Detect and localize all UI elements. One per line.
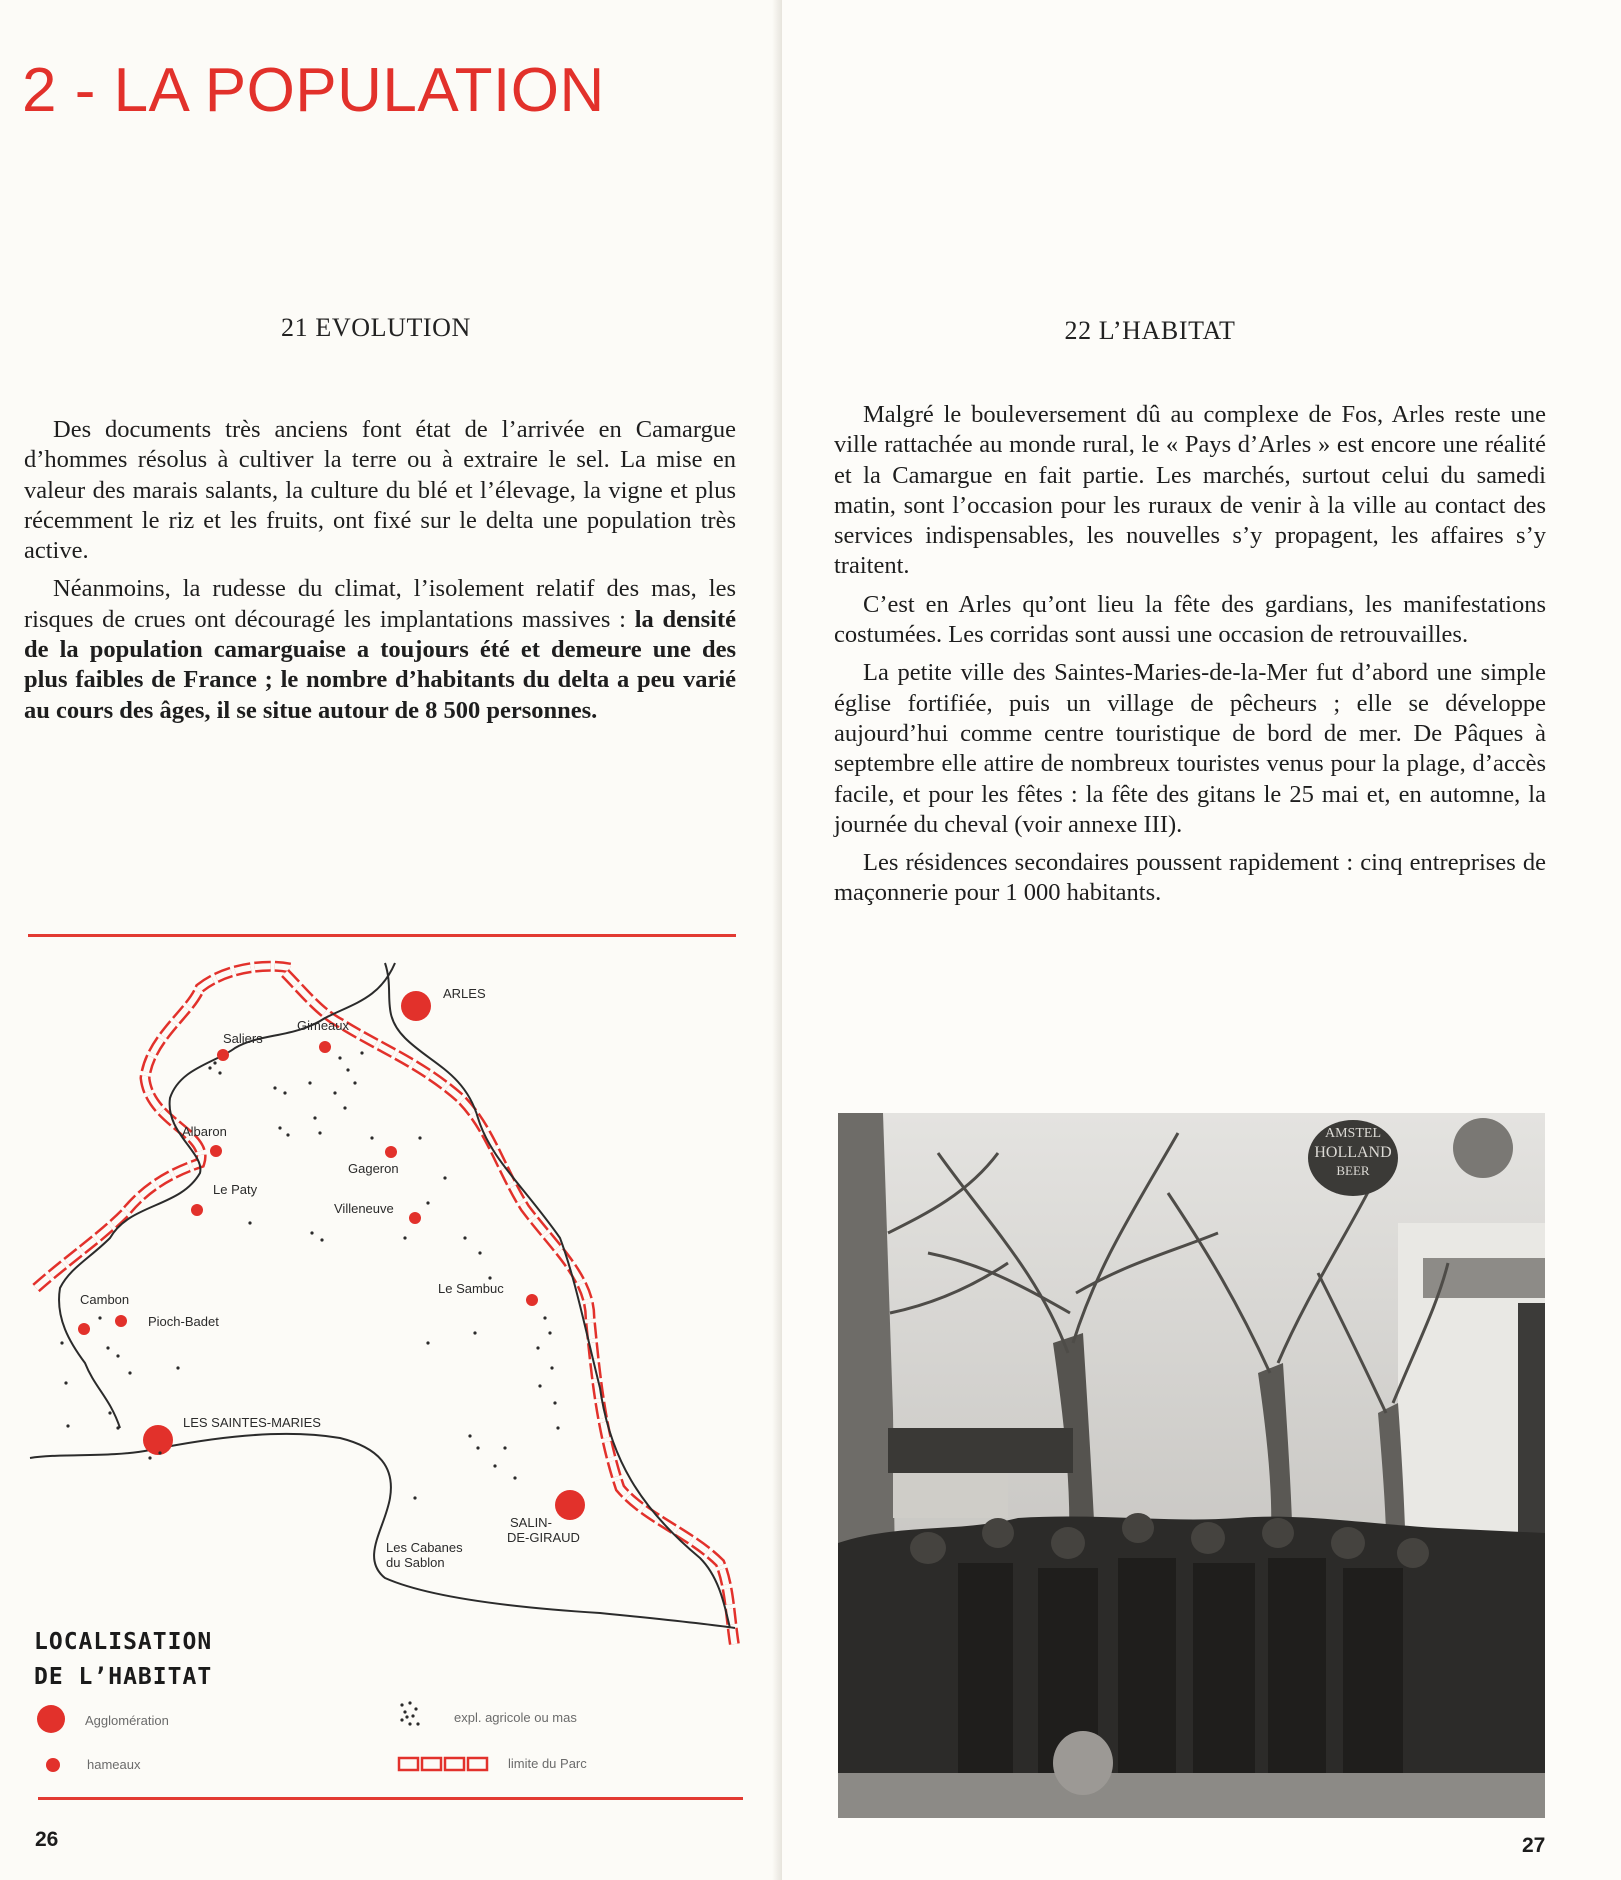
label-le-paty: Le Paty	[213, 1182, 258, 1197]
salin-marker	[555, 1490, 585, 1520]
photo-sign-line-2: HOLLAND	[1314, 1144, 1392, 1161]
legend-agglomeration-icon	[37, 1705, 65, 1733]
photo-sign-line-3: BEER	[1336, 1163, 1370, 1178]
label-pioch-badet: Pioch-Badet	[148, 1314, 219, 1329]
villeneuve-marker	[409, 1212, 421, 1224]
gageron-marker	[385, 1146, 397, 1158]
legend-limite-label: limite du Parc	[508, 1756, 587, 1771]
saliers-marker	[217, 1049, 229, 1061]
pioch-badet-marker	[115, 1315, 127, 1327]
arles-marker	[401, 991, 431, 1021]
evolution-paragraph-2	[24, 574, 736, 725]
label-salin-2: DE-GIRAUD	[507, 1530, 580, 1545]
map-top-rule	[28, 934, 736, 937]
mas-dots	[60, 1051, 559, 1499]
legend-mas-icon	[396, 1700, 424, 1730]
legend-agglomeration-label: Agglomération	[85, 1713, 169, 1728]
park-boundary-east	[285, 973, 735, 1648]
section-title-evolution: 21 EVOLUTION	[281, 313, 471, 342]
gimeaux-marker	[319, 1041, 331, 1053]
habitat-paragraph-1: Malgré le bouleversement dû au complexe de Fos, Arles reste une ville rattachée au monde rural, le « Pays d’Arles » est encore une réalité et la Camargue en fait partie. Les marchés, surtout celui du samedi matin, sont l’occasion pour les ruraux de venir à la ville au contact des services indispensables, les nouvelles s’y propagent, les affaires s’y traitent.	[834, 401, 1546, 580]
albaron-marker	[210, 1145, 222, 1157]
habitat-paragraph-2: C’est en Arles qu’ont lieu la fête des gardians, les manifestations costumées. Les corridas sont aussi une occasion de retrouvailles.	[834, 590, 1546, 649]
park-boundary	[36, 966, 290, 1288]
label-le-sambuc: Le Sambuc	[438, 1281, 504, 1296]
label-albaron: Albaron	[182, 1124, 227, 1139]
legend-title-line-2: DE L’HABITAT	[34, 1664, 213, 1690]
coastline	[30, 1434, 735, 1628]
label-cambon: Cambon	[80, 1292, 130, 1307]
label-salin-1: SALIN-	[510, 1515, 552, 1530]
legend-title-line-1: LOCALISATION	[34, 1629, 213, 1655]
evolution-text	[24, 415, 736, 734]
grand-rhone	[385, 963, 730, 1628]
habitat-paragraph-3: La petite ville des Saintes-Maries-de-la-Mer fut d’abord une simple église fortifiée, puis un village de pêcheurs ; elle se développe aujourd’hui comme centre touristique de bord de mer. De Pâques à septembre elle attire de nombreux touristes venus pour la plage, d’accès facile, et pour les fêtes : la fête des gitans le 25 mai et, en automne, la journée du cheval (voir annexe III).	[834, 659, 1546, 838]
le-paty-marker	[191, 1204, 203, 1216]
evolution-paragraph-1: Des documents très anciens font état de l’arrivée en Camargue d’hommes résolus à cultiver la terre ou à extraire le sel. La mise en valeur des marais salants, la culture du blé et l’élevage, la vigne et plus récemment le riz et les fruits, ont fixé sur le delta une population très active.	[24, 416, 736, 565]
legend-limite-icon	[397, 1756, 493, 1772]
cambon-marker	[78, 1323, 90, 1335]
habitat-text	[834, 400, 1546, 917]
habitat-paragraph-4: Les résidences secondaires poussent rapidement : cinq entreprises de maçonnerie pour 1 000 habitants.	[834, 849, 1546, 907]
label-gageron: Gageron	[348, 1161, 399, 1176]
page-number-left: 26	[35, 1828, 59, 1851]
label-gimeaux: Gimeaux	[297, 1018, 350, 1033]
saintes-maries-marker	[143, 1425, 173, 1455]
label-arles: ARLES	[443, 986, 486, 1001]
label-saintes-maries: LES SAINTES-MARIES	[183, 1415, 321, 1430]
label-cabanes-2: du Sablon	[386, 1555, 445, 1570]
chapter-title: 2 - LA POPULATION	[22, 56, 605, 125]
photo-sign-line-1: AMSTEL	[1325, 1126, 1381, 1141]
map-bottom-rule	[38, 1797, 743, 1800]
habitat-map	[0, 958, 780, 1678]
label-villeneuve: Villeneuve	[334, 1201, 394, 1216]
page-number-right: 27	[1522, 1834, 1546, 1857]
evolution-paragraph-2-bold: la densité de la population camarguaise a toujours été et demeure une des plus faibles de France ; le nombre d’habitants du delta a peu varié au cours des âges, il se situe autour de 8 500 personnes.	[24, 605, 736, 724]
legend-title	[34, 1625, 212, 1695]
legend-hameaux-icon	[46, 1758, 60, 1772]
legend-mas-label: expl. agricole ou mas	[454, 1710, 577, 1725]
label-saliers: Saliers	[223, 1031, 263, 1046]
label-cabanes-1: Les Cabanes	[386, 1540, 463, 1555]
le-sambuc-marker	[526, 1294, 538, 1306]
left-page	[0, 0, 780, 1880]
legend-hameaux-label: hameaux	[87, 1757, 141, 1772]
evolution-paragraph-2-intro: Néanmoins, la rudesse du climat, l’isolement relatif des mas, les risques de crues ont découragé les implantations massives :	[24, 575, 736, 633]
market-crowd-photo	[838, 1113, 1545, 1818]
section-title-habitat: 22 L’HABITAT	[1064, 316, 1236, 345]
